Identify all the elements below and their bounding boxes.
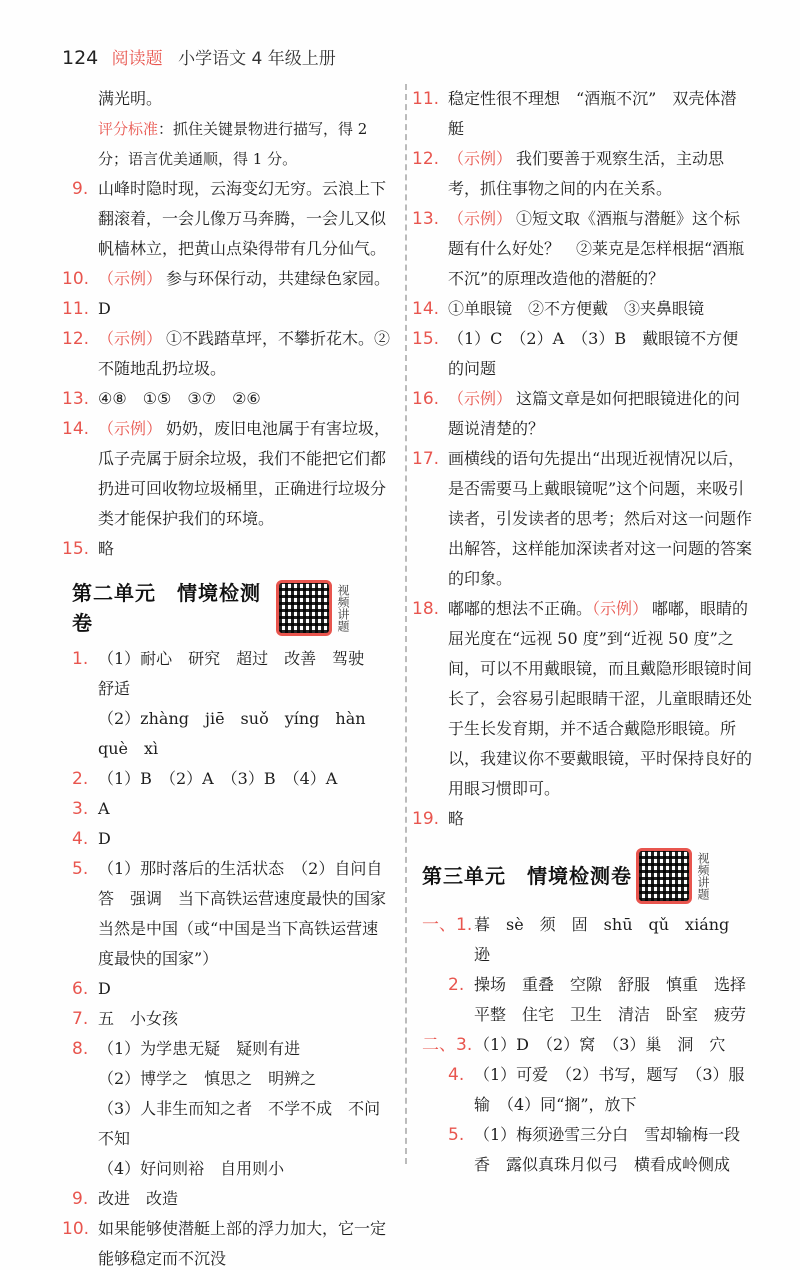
unit3-title: 第三单元 情境检测卷 xyxy=(422,864,632,888)
unit2-answer-8b: （2）博学之 慎思之 明辨之 xyxy=(98,1069,317,1088)
unit2-answer-6: 6. D xyxy=(72,979,111,999)
answer-14: 14. （示例） 奶奶，废旧电池属于有害垃圾，瓜子壳属于厨余垃圾，我们不能把它们都扔进可回收物垃圾桶里，正确进行垃圾分类才能保护我们的环境。 xyxy=(62,419,391,528)
unit2-answer-5: 5. （1）那时落后的生活状态 （2）自问自答 强调 当下高铁运营速度最快的国家当然是中国（或“中国是当下高铁运营速度最快的国家”） xyxy=(72,859,387,968)
unit3-answer-5: 5. （1）梅须逊雪三分白 雪却输梅一段香 露似真珠月似弓 横看成岭侧成 xyxy=(448,1125,741,1174)
unit2-title: 第二单元 情境检测卷 xyxy=(72,581,261,635)
unit2-answer-10: 10. 如果能够使潜艇上部的浮力加大，它一定能够稳定而不沉没 xyxy=(62,1219,387,1268)
qr-label: 视频讲题 xyxy=(696,852,710,900)
video-qr[interactable] xyxy=(276,580,392,636)
unit2-answer-8a: 8. （1）为学患无疑 疑则有进 xyxy=(72,1039,301,1059)
unit3-answer-4: 4. （1）可爱 （2）书写，题写 （3）服输 （4）同“搁”，放下 xyxy=(448,1065,745,1114)
unit2-answer-13: 13. （示例） ①短文取《酒瓶与潜艇》这个标题有什么好处？ ②莱克是怎样根据“酒瓶不沉”的原理改造他的潜艇的？ xyxy=(412,209,745,288)
book-title: 小学语文 4 年级上册 xyxy=(178,49,336,69)
left-column xyxy=(62,84,392,1270)
unit2-answer-12: 12. （示例） 我们要善于观察生活，主动思考，抓住事物之间的内在关系。 xyxy=(412,149,725,198)
answer-12: 12. （示例） ①不践踏草坪，不攀折花木。②不随地乱扔垃圾。 xyxy=(62,329,391,378)
answer-11: 11. D xyxy=(62,299,111,319)
answer-13: 13. ④⑧ ①⑤ ③⑦ ②⑥ xyxy=(62,389,261,409)
answer-9: 9. 山峰时隐时现，云海变幻无穷。云浪上下翻滚着，一会儿像万马奔腾，一会儿又似帆樯林立，把黄山点染得带有几分仙气。 xyxy=(72,179,387,258)
unit2-answer-7: 7. 五 小女孩 xyxy=(72,1009,179,1029)
unit2-answer-11: 11. 稳定性很不理想 “酒瓶不沉” 双壳体潜艇 xyxy=(412,89,737,138)
unit2-answer-8d: （4）好问则裕 自用则小 xyxy=(98,1159,285,1178)
video-qr-2[interactable] xyxy=(636,848,752,904)
unit2-answer-19: 19. 略 xyxy=(412,809,465,829)
unit2-answer-4: 4. D xyxy=(72,829,111,849)
unit3-answer-3: 二、3. （1）D （2）窝 （3）巢 洞 穴 xyxy=(422,1035,726,1055)
unit2-answer-2: 2. （1）B （2）A （3）B （4）A xyxy=(72,769,338,789)
unit2-header xyxy=(72,578,392,638)
page-header xyxy=(62,44,336,69)
qr-code-icon[interactable] xyxy=(276,580,332,636)
qr-label: 视频讲题 xyxy=(336,584,350,632)
right-column xyxy=(412,84,763,1180)
unit2-answer-14: 14. ①单眼镜 ②不方便戴 ③夹鼻眼镜 xyxy=(412,299,705,319)
unit2-answer-9: 9. 改进 改造 xyxy=(72,1189,179,1209)
column-divider xyxy=(405,84,407,1164)
answer-10: 10. （示例） 参与环保行动，共建绿色家园。 xyxy=(62,269,391,289)
unit2-answer-17: 17. 画横线的语句先提出“出现近视情况以后，是否需要马上戴眼镜呢”这个问题，来吸引读者，引发读者的思考；然后对这一问题作出解答，这样能加深读者对这一问题的答案的印象。 xyxy=(412,449,753,588)
unit2-answer-15: 15. （1）C （2）A （3）B 戴眼镜不方便的问题 xyxy=(412,329,739,378)
answer-continued: 满光明。 xyxy=(98,89,163,108)
category-label: 阅读题 xyxy=(111,49,163,69)
qr-code-icon[interactable] xyxy=(636,848,692,904)
unit2-answer-8c: （3）人非生而知之者 不学不成 不问不知 xyxy=(98,1099,381,1148)
unit2-answer-1: 1. （1）耐心 研究 超过 改善 驾驶 舒适 xyxy=(72,649,381,698)
unit3-header xyxy=(422,848,752,904)
unit2-answer-16: 16. （示例） 这篇文章是如何把眼镜进化的问题说清楚的？ xyxy=(412,389,741,438)
unit3-answer-2: 2. 操场 重叠 空隙 舒服 慎重 选择 平整 住宅 卫生 清洁 卧室 疲劳 xyxy=(448,975,763,1024)
unit3-answer-1: 一、1. 暮 sè 须 固 shū qǔ xiáng 逊 xyxy=(422,915,746,964)
scoring-criteria: 评分标准：抓住关键景物进行描写，得 2 分；语言优美通顺，得 1 分。 xyxy=(98,120,368,168)
unit2-answer-1b: （2）zhàng jiē suǒ yíng hàn què xì xyxy=(98,709,382,758)
unit2-answer-3: 3. A xyxy=(72,799,110,819)
answer-15: 15. 略 xyxy=(62,539,115,559)
unit2-answer-18: 18. 嘟嘟的想法不正确。（示例） 嘟嘟，眼睛的屈光度在“远视 50 度”到“近视 50 度”之间，可以不用戴眼镜，而且戴隐形眼镜时间长了，会容易引起眼睛干涩，儿童眼睛还处于生长发育期，并不适合戴隐形眼镜。所以，我建议你不要戴眼镜，平时保持良好的用眼习惯即可。 xyxy=(412,599,753,798)
page-number: 124 xyxy=(62,47,99,69)
